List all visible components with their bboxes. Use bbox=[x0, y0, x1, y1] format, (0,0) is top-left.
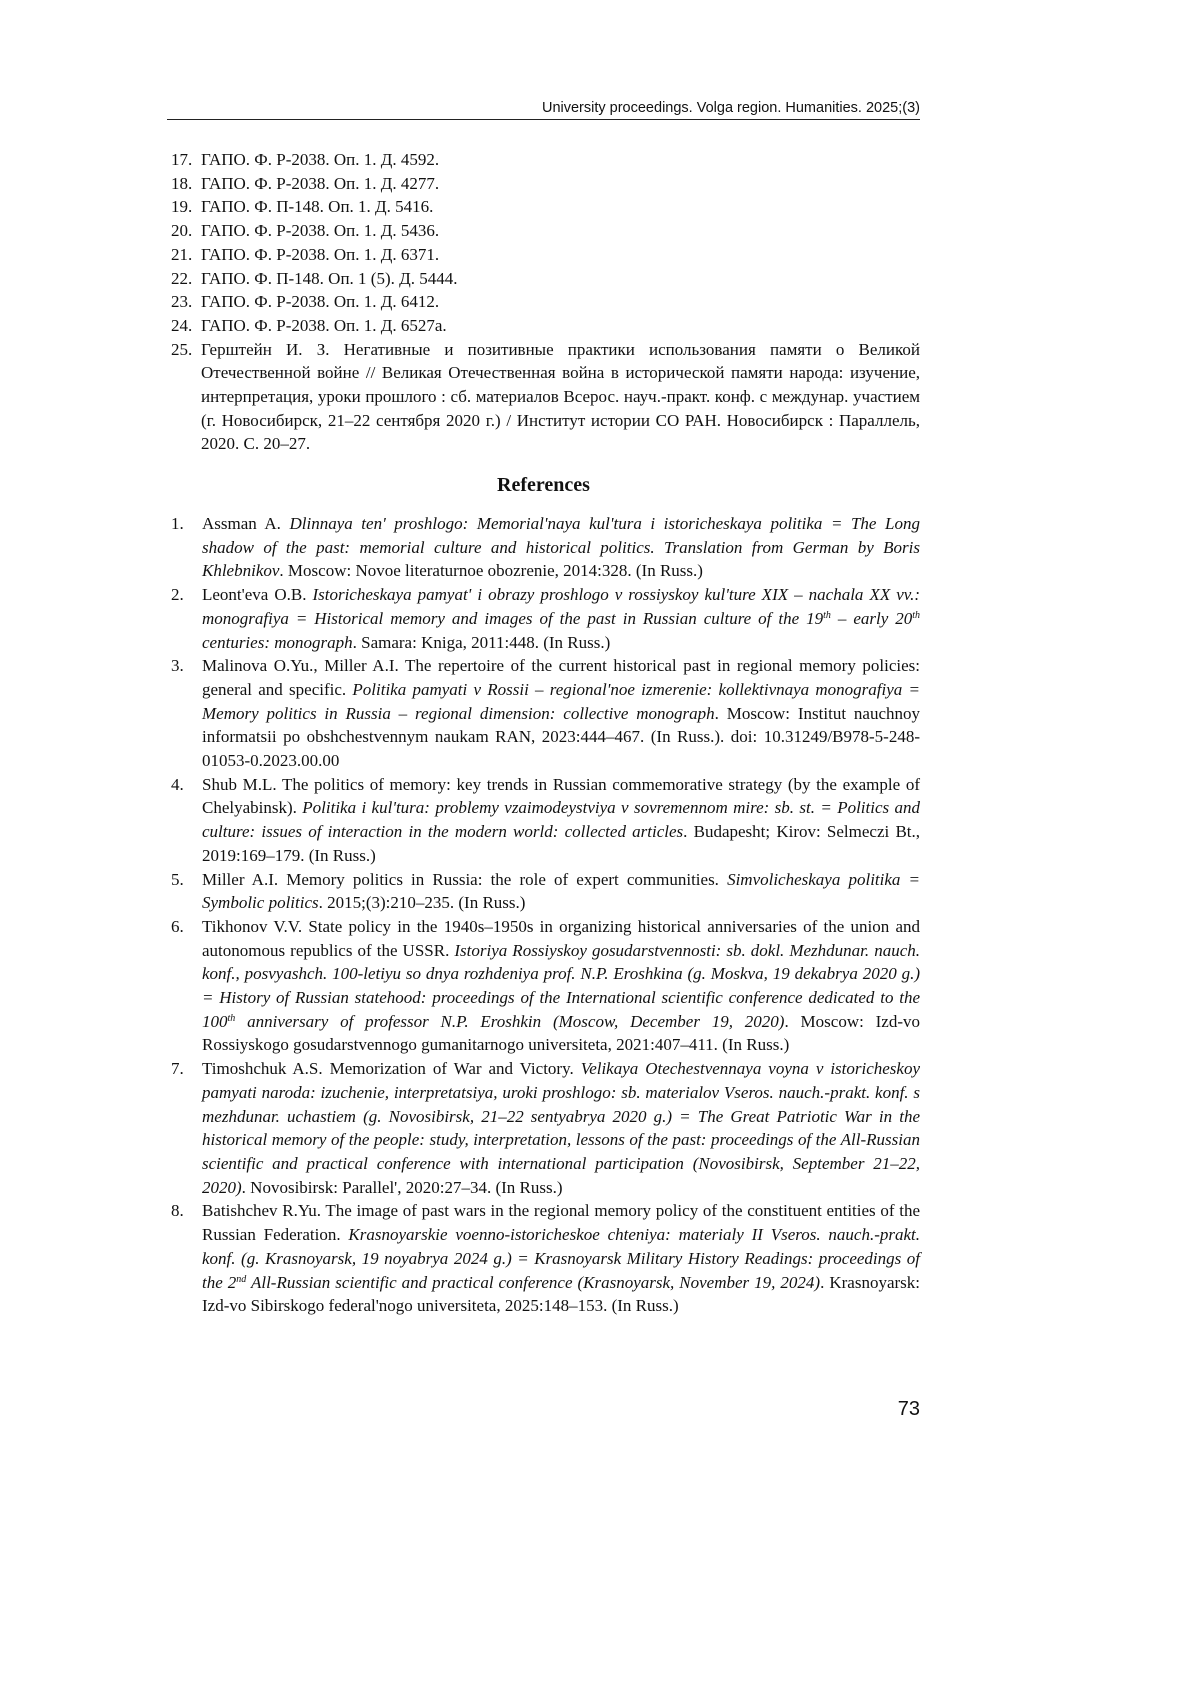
item-text: Герштейн И. З. Негативные и позитивные практики использования памяти о Великой Отечественной войне // Великая Отечественная война в исторической памяти народа: изучение, интерпретация, уроки прошлого : сб. материалов Всерос. науч.-практ. конф. с междунар. участием (г. Новосибирск, 21–22 сентября 2020 г.) / Институт истории СО РАН. Новосибирск : Параллель, 2020. С. 20–27. bbox=[201, 339, 920, 454]
reference-number: 8. bbox=[171, 1201, 184, 1221]
reference-text bbox=[202, 512, 920, 583]
item-text: ГАПО. Ф. П-148. Оп. 1. Д. 5416. bbox=[201, 197, 434, 217]
item-text: ГАПО. Ф. Р-2038. Оп. 1. Д. 6527а. bbox=[201, 315, 447, 335]
references-heading: References bbox=[497, 474, 590, 496]
italic-text: Simvolicheskaya politika = Symbolic politics bbox=[202, 869, 920, 913]
reference-item bbox=[171, 1057, 920, 1199]
reference-text-run: . Moscow: Izd-vo Rossiyskogo gosudarstvennogo gumanitarnogo universiteta, 2021:407–411. (In Russ.) bbox=[202, 1011, 921, 1055]
reference-number: 2. bbox=[171, 585, 184, 605]
reference-number: 5. bbox=[171, 869, 184, 889]
reference-item bbox=[171, 868, 920, 915]
item-number: 19. bbox=[171, 197, 193, 217]
page-number: 73 bbox=[897, 1398, 920, 1420]
item-number: 17. bbox=[171, 150, 193, 169]
reference-text-run: . Moscow: Novoe literaturnoe obozrenie, 2014:328. (In Russ.) bbox=[279, 561, 703, 581]
reference-item bbox=[171, 773, 920, 868]
reference-text-run: Tikhonov V.V. State policy in the 1940s–1950s in organizing historical anniversaries of the union and autonomous republics of the USSR. bbox=[202, 916, 920, 960]
item-number: 21. bbox=[171, 244, 193, 264]
item-number: 22. bbox=[171, 268, 193, 288]
italic-text: centuries: monograph bbox=[202, 632, 353, 652]
reference-text-run: Shub M.L. The politics of memory: key trends in Russian commemorative strategy (by the example of Chelyabinsk). bbox=[202, 774, 920, 818]
reference-number: 6. bbox=[171, 916, 184, 936]
list-item bbox=[171, 195, 920, 219]
superscript-text: th bbox=[227, 1012, 236, 1024]
italic-text: Velikaya Otechestvennaya voyna v istoricheskoy pamyati naroda: izuchenie, interpretatsiya, uroki proshlogo: sb. materialov Vseros. nauch.-prakt. konf. s mezhdunar. uchastiem (g. Novosibirsk, 21–22 sentyabrya 2020 g.) = The Great Patriotic War in the historical memory of the people: study, interpretation, lessons of the past: proceedings of the All-Russian scientific and practical conference with international participation (Novosibirsk, September 21–22, 2020) bbox=[202, 1059, 921, 1197]
italic-text: Politika i kul'tura: problemy vzaimodeystviya v sovremennom mire: sb. st. = Politics and culture: issues of interaction in the modern world: collected articles bbox=[202, 798, 921, 842]
reference-item bbox=[171, 583, 920, 654]
reference-number: 1. bbox=[171, 514, 184, 533]
source-list bbox=[171, 148, 920, 456]
item-number: 23. bbox=[171, 292, 193, 312]
italic-text: Dlinnaya ten' proshlogo: Memorial'naya kul'tura i istoricheskaya politika = The Long shadow of the past: memorial culture and historical politics. Translation from German by Boris Khlebnikov bbox=[202, 514, 920, 581]
reference-item bbox=[171, 654, 920, 773]
italic-text: anniversary of professor N.P. Eroshkin (Moscow, December 19, 2020) bbox=[235, 1011, 785, 1031]
list-item bbox=[171, 314, 920, 338]
reference-text-run: . Novosibirsk: Parallel', 2020:27–34. (In Russ.) bbox=[241, 1177, 563, 1197]
item-text: ГАПО. Ф. Р-2038. Оп. 1. Д. 6412. bbox=[201, 292, 440, 312]
item-text: ГАПО. Ф. Р-2038. Оп. 1. Д. 6371. bbox=[201, 244, 440, 264]
reference-text-run: Miller A.I. Memory politics in Russia: the role of expert communities. bbox=[202, 869, 728, 889]
item-number: 18. bbox=[171, 173, 193, 193]
list-item bbox=[171, 148, 920, 172]
reference-text-run: Batishchev R.Yu. The image of past wars in the regional memory policy of the constituent entities of the Russian Federation. bbox=[202, 1201, 920, 1245]
item-text: ГАПО. Ф. Р-2038. Оп. 1. Д. 4277. bbox=[201, 173, 440, 193]
reference-number: 4. bbox=[171, 774, 184, 794]
item-number: 24. bbox=[171, 315, 193, 335]
reference-text bbox=[202, 1199, 920, 1318]
reference-text-run: . Samara: Kniga, 2011:448. (In Russ.) bbox=[352, 632, 611, 652]
list-item bbox=[171, 243, 920, 267]
reference-item bbox=[171, 915, 920, 1057]
reference-number: 3. bbox=[171, 656, 184, 676]
running-header: University proceedings. Volga region. Humanities. 2025;(3) bbox=[167, 100, 920, 120]
reference-text bbox=[202, 915, 920, 1057]
italic-text: Politika pamyati v Rossii – regional'noe izmerenie: kollektivnaya monografiya = Memory politics in Russia – regional dimension: collective monograph bbox=[202, 679, 920, 723]
italic-text: – early 20 bbox=[830, 608, 913, 628]
references-list bbox=[171, 512, 920, 1318]
reference-text bbox=[202, 1057, 920, 1199]
reference-text-run: . Budapesht; Kirov: Selmeczi Bt., 2019:169–179. (In Russ.) bbox=[202, 822, 921, 865]
superscript-text: th bbox=[823, 609, 831, 621]
list-item bbox=[171, 290, 920, 314]
reference-item bbox=[171, 1199, 920, 1318]
list-item bbox=[171, 267, 920, 291]
reference-text-run: Assman A. bbox=[202, 514, 290, 533]
item-number: 25. bbox=[171, 339, 193, 359]
reference-text bbox=[202, 868, 920, 915]
reference-item bbox=[171, 512, 920, 583]
list-item bbox=[171, 338, 920, 457]
italic-text: All-Russian scientific and practical conference (Krasnoyarsk, November 19, 2024) bbox=[246, 1272, 821, 1292]
item-text: ГАПО. Ф. Р-2038. Оп. 1. Д. 4592. bbox=[201, 150, 440, 169]
italic-text: Istoricheskaya pamyat' i obrazy proshlogo v rossiyskoy kul'ture XIX – nachala XX vv.: monografiya = Historical memory and images of the past in Russian culture of the 19 bbox=[202, 585, 920, 628]
list-item bbox=[171, 172, 920, 196]
reference-text-run: Timoshchuk A.S. Memorization of War and Victory. bbox=[202, 1059, 581, 1079]
reference-number: 7. bbox=[171, 1059, 184, 1079]
reference-text-run: . Moscow: Institut nauchnoy informatsii po obshchestvennym naukam RAN, 2023:444–467. (In Russ.). doi: 10.31249/B978-5-248-01053-0.2023.00.00 bbox=[202, 703, 920, 771]
reference-text bbox=[202, 654, 920, 773]
reference-text-run: . 2015;(3):210–235. (In Russ.) bbox=[318, 893, 526, 913]
reference-text-run: Malinova O.Yu., Miller A.I. The repertoire of the current historical past in regional memory policies: general and specific. bbox=[202, 656, 920, 699]
reference-text bbox=[202, 583, 920, 654]
item-text: ГАПО. Ф. П-148. Оп. 1 (5). Д. 5444. bbox=[201, 268, 458, 288]
reference-text bbox=[202, 773, 920, 868]
reference-text-run: Leont'eva O.B. bbox=[202, 585, 313, 605]
item-number: 20. bbox=[171, 221, 193, 241]
reference-text-run: . Krasnoyarsk: Izd-vo Sibirskogo federal'nogo universiteta, 2025:148–153. (In Russ.) bbox=[202, 1272, 920, 1316]
italic-text: Krasnoyarskie voenno-istoricheskoe chteniya: materialy II Vseros. nauch.-prakt. konf. (g. Krasnoyarsk, 19 noyabrya 2024 g.) = Krasnoyarsk Military History Readings: proceedings of the 2 bbox=[202, 1225, 920, 1292]
list-item bbox=[171, 219, 920, 243]
italic-text: Istoriya Rossiyskoy gosudarstvennosti: sb. dokl. Mezhdunar. nauch. konf., posvyashch. 100-letiyu so dnya rozhdeniya prof. N.P. Eroshkina (g. Moskva, 19 dekabrya 2020 g.) = History of Russian statehood: proceedings of the International scientific conference dedicated to the 100 bbox=[202, 940, 920, 1031]
superscript-text: th bbox=[912, 609, 920, 621]
superscript-text: nd bbox=[236, 1273, 247, 1285]
item-text: ГАПО. Ф. Р-2038. Оп. 1. Д. 5436. bbox=[201, 221, 440, 241]
